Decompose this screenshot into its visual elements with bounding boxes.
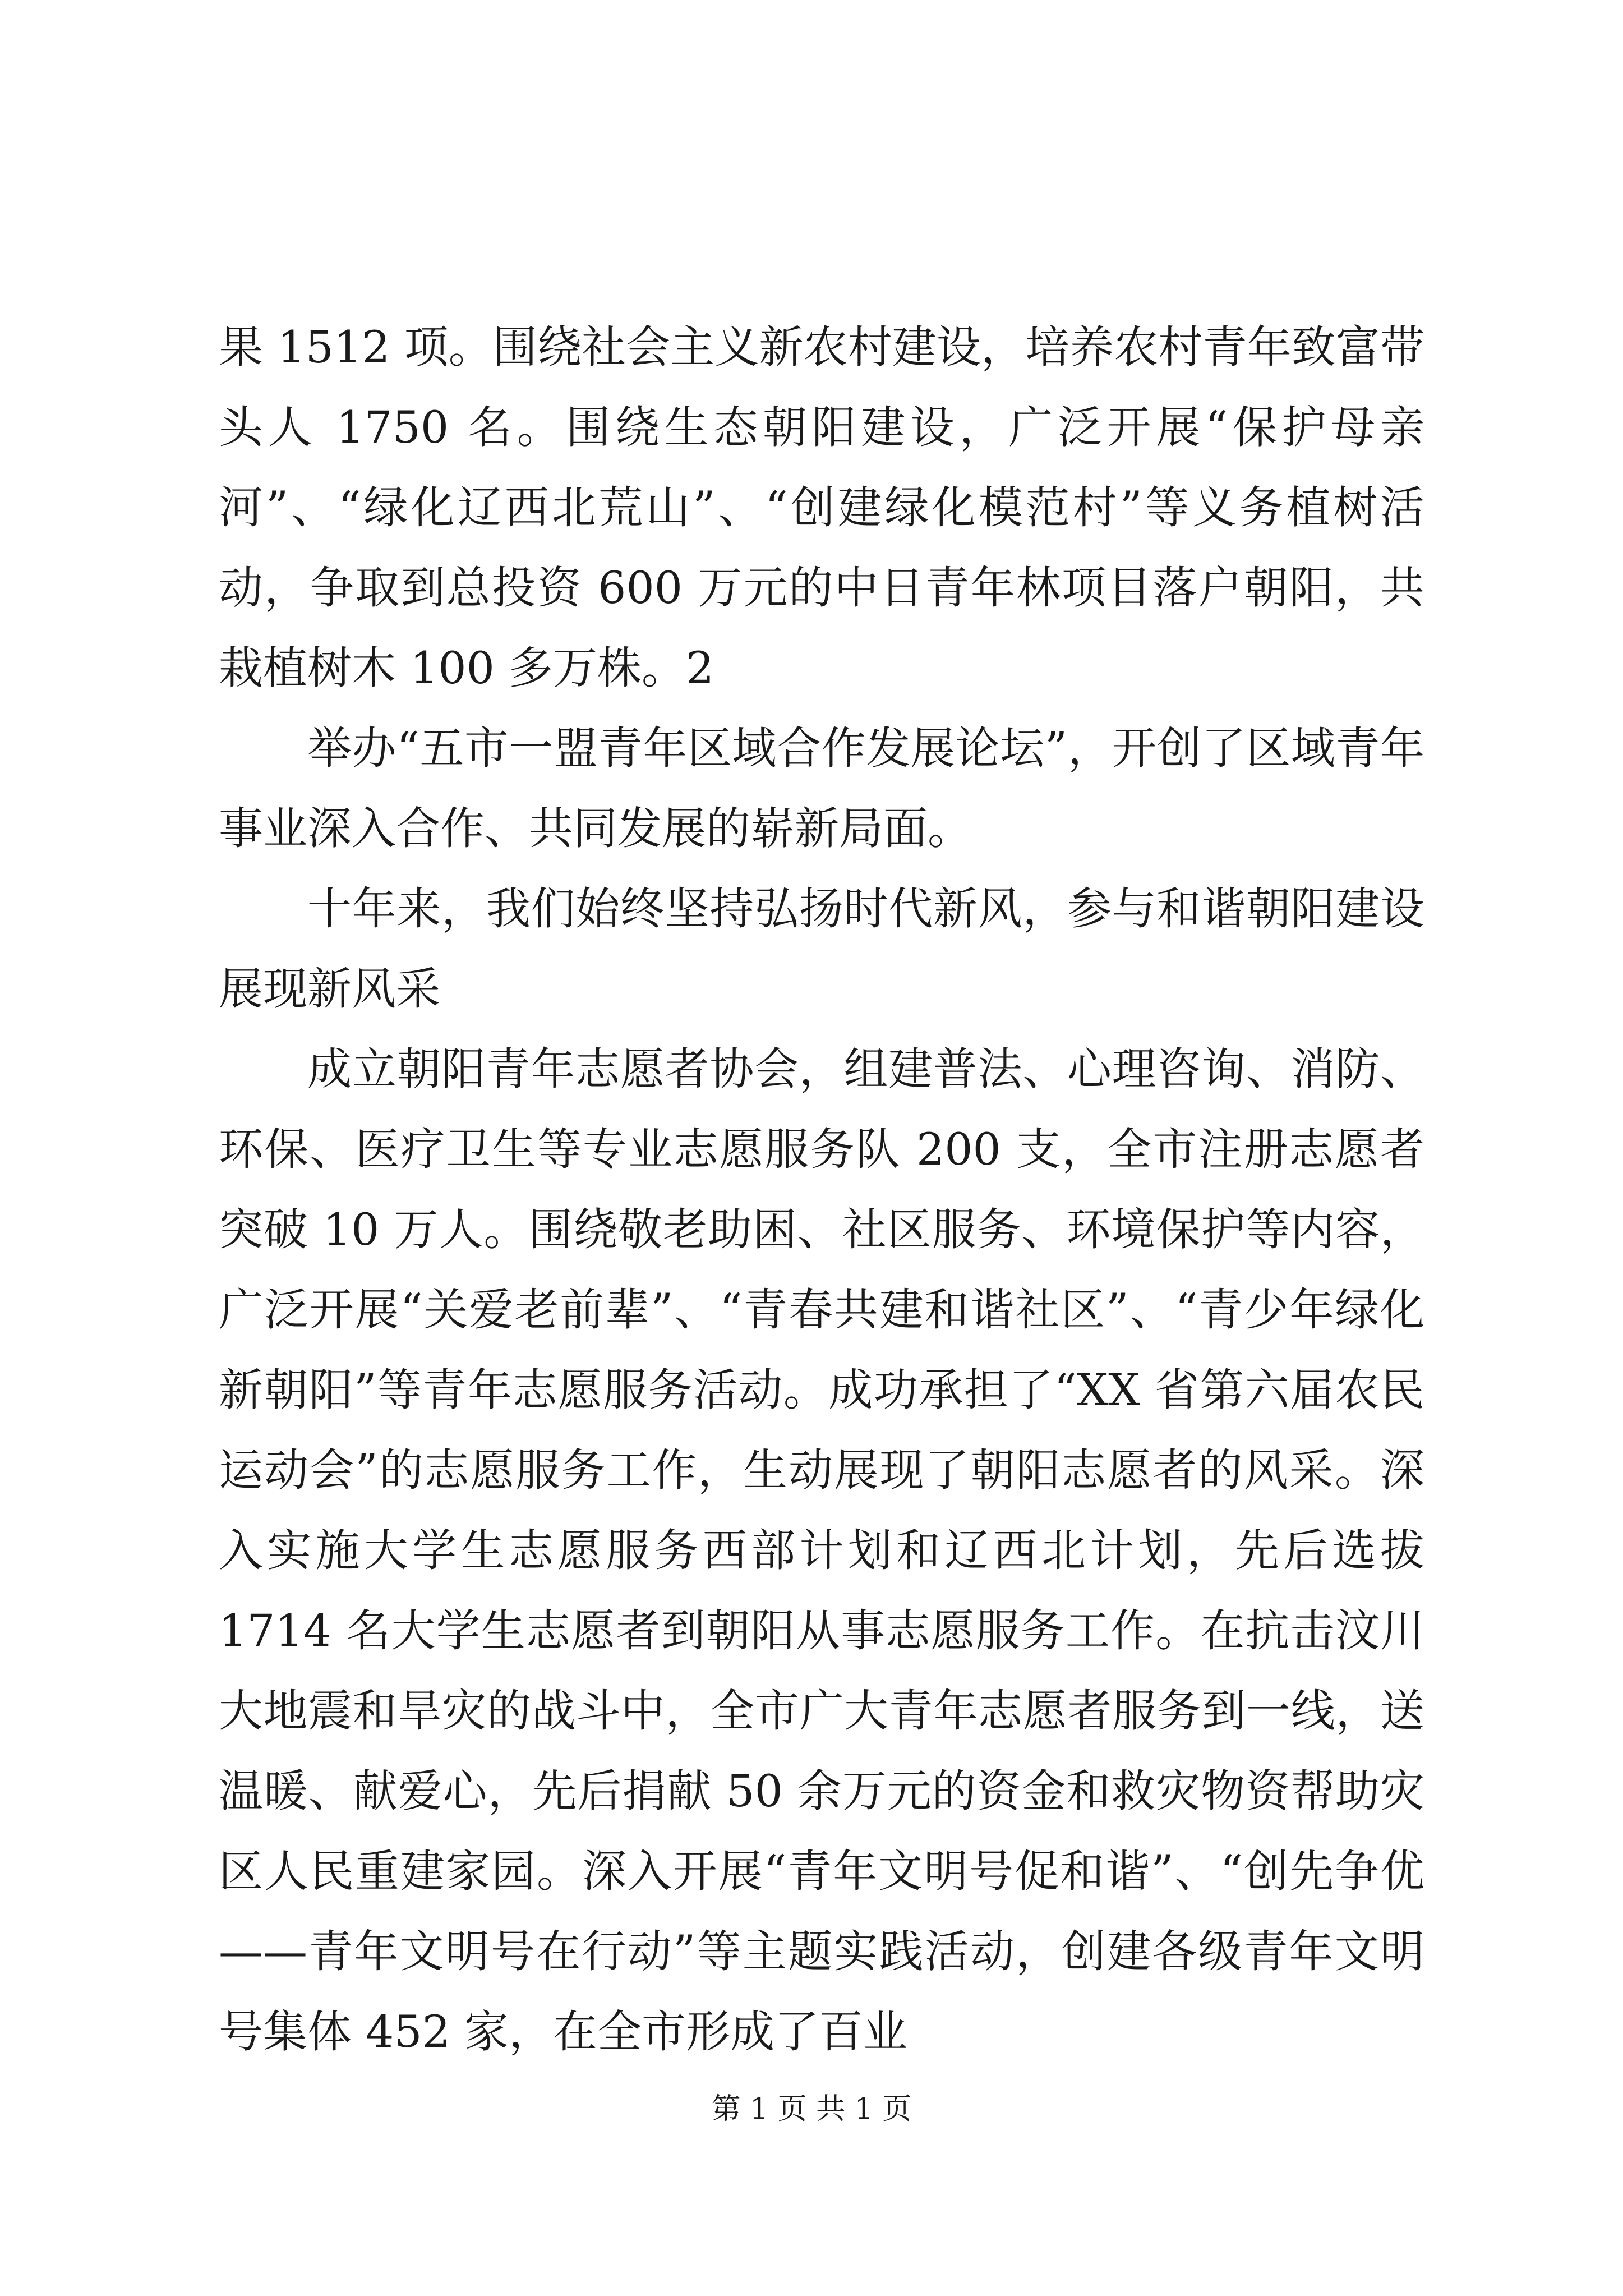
page-footer: 第 1 页 共 1 页 — [711, 2092, 912, 2126]
paragraph-3: 十年来，我们始终坚持弘扬时代新风，参与和谐朝阳建设展现新风采 — [219, 883, 1424, 1015]
paragraph-1: 果 1512 项。围绕社会主义新农村建设，培养农村青年致富带头人 1750 名。围绕生态朝阳建设，广泛开展“保护母亲河”、“绿化辽西北荒山”、“创建绿化模范村”等义务植树活动，争取到总投资 600 万元的中日青年林项目落户朝阳，共栽植树木 100 多万株。2 — [219, 321, 1424, 694]
paragraph-2: 举办“五市一盟青年区域合作发展论坛”，开创了区域青年事业深入合作、共同发展的崭新局面。 — [219, 723, 1424, 854]
paragraph-4: 成立朝阳青年志愿者协会，组建普法、心理咨询、消防、环保、医疗卫生等专业志愿服务队 200 支，全市注册志愿者突破 10 万人。围绕敬老助困、社区服务、环境保护等内容，广泛开展“关爱老前辈”、“青春共建和谐社区”、“青少年绿化新朝阳”等青年志愿服务活动。成功承担了“XX 省第六届农民运动会”的志愿服务工作，生动展现了朝阳志愿者的风采。深入实施大学生志愿服务西部计划和辽西北计划，先后选拔 1714 名大学生志愿者到朝阳从事志愿服务工作。在抗击汶川大地震和旱灾的战斗中，全市广大青年志愿者服务到一线，送温暖、献爱心，先后捐献 50 余万元的资金和救灾物资帮助灾区人民重建家园。深入开展“青年文明号促和谐”、“创先争优——青年文明号在行动”等主题实践活动，创建各级青年文明号集体 452 家，在全市形成了百业 — [219, 1043, 1424, 2058]
document-body — [219, 307, 1424, 2072]
